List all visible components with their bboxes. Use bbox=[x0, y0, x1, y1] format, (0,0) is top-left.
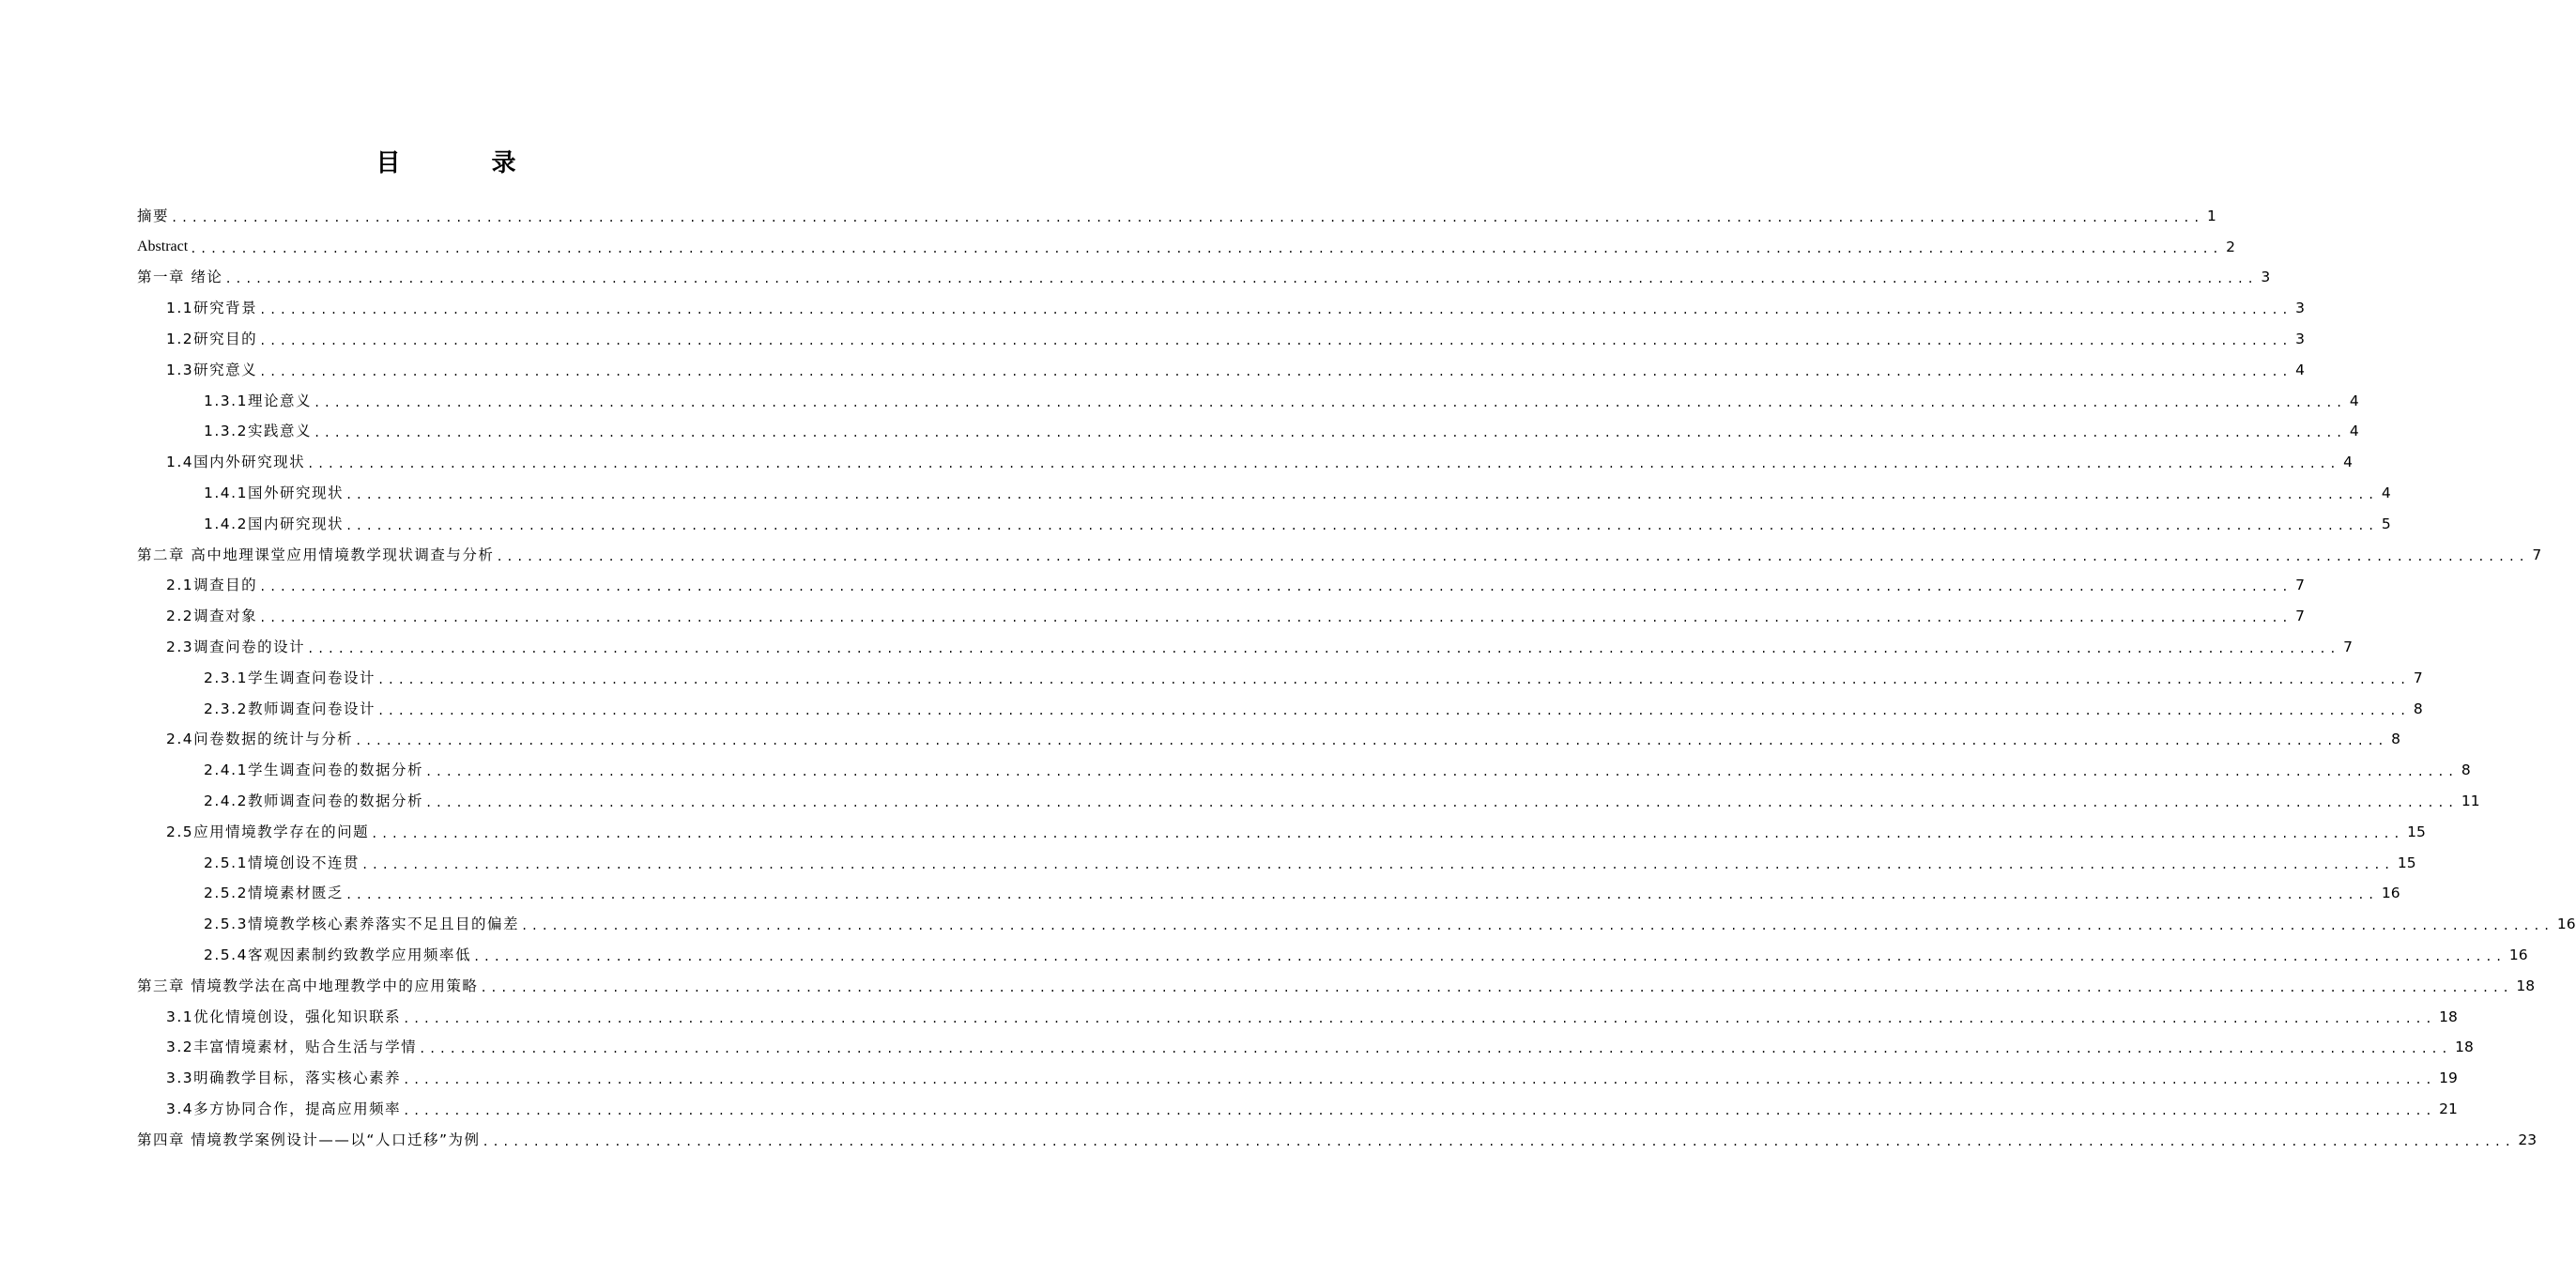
toc-dot-leader: ........................................................................................................................................................................................................ bbox=[360, 857, 2394, 871]
toc-dot-leader: ........................................................................................................................................................................................................ bbox=[403, 1011, 2436, 1025]
toc-dot-leader: ........................................................................................................................................................................................................ bbox=[307, 641, 2340, 655]
toc-dot-leader: ........................................................................................................................................................................................................ bbox=[190, 241, 2223, 255]
toc-entry-label: 1.3.2实践意义 bbox=[204, 423, 312, 440]
toc-entry[interactable] bbox=[137, 379, 2359, 410]
toc-entry-label: 3.4多方协同合作，提高应用频率 bbox=[166, 1100, 402, 1117]
toc-entry[interactable] bbox=[137, 317, 2305, 348]
toc-entry[interactable] bbox=[137, 594, 2305, 625]
toc-entry-label: 1.2研究目的 bbox=[166, 330, 258, 347]
toc-entry-page-number: 4 bbox=[2295, 361, 2305, 378]
toc-entry[interactable] bbox=[137, 348, 2305, 379]
toc-entry-label: 2.3调查问卷的设计 bbox=[166, 638, 306, 655]
toc-entry-label: 2.5.2情境素材匮乏 bbox=[204, 885, 344, 902]
toc-entry[interactable] bbox=[137, 1087, 2458, 1118]
toc-entry[interactable] bbox=[137, 286, 2305, 317]
toc-entry-label: 2.3.2教师调查问卷设计 bbox=[204, 700, 376, 717]
toc-entry-page-number: 5 bbox=[2381, 515, 2391, 532]
toc-entry-page-number: 21 bbox=[2439, 1100, 2458, 1117]
toc-entry-page-number: 7 bbox=[2413, 669, 2423, 686]
toc-entry-page-number: 16 bbox=[2508, 946, 2528, 963]
toc-dot-leader: ........................................................................................................................................................................................................ bbox=[424, 795, 2458, 809]
toc-dot-leader: ........................................................................................................................................................................................................ bbox=[472, 949, 2506, 963]
toc-entry-page-number: 4 bbox=[2349, 392, 2359, 409]
toc-entry[interactable] bbox=[137, 748, 2471, 779]
toc-entry-label: 第一章 绪论 bbox=[137, 269, 223, 286]
toc-entry[interactable] bbox=[137, 256, 2271, 287]
toc-entry-page-number: 8 bbox=[2413, 700, 2423, 717]
toc-dot-leader: ........................................................................................................................................................................................................ bbox=[480, 980, 2513, 994]
toc-entry-label: 2.5.4客观因素制约致教学应用频率低 bbox=[204, 946, 471, 963]
toc-entry[interactable] bbox=[137, 194, 2216, 225]
toc-dot-leader: ........................................................................................................................................................................................................ bbox=[259, 303, 2292, 317]
toc-entry-label: 摘要 bbox=[137, 207, 170, 224]
toc-entry-label: 1.4.1国外研究现状 bbox=[204, 484, 344, 501]
toc-dot-leader: ........................................................................................................................................................................................................ bbox=[345, 487, 2378, 501]
toc-entry-label: 2.3.1学生调查问卷设计 bbox=[204, 669, 376, 686]
toc-entry-page-number: 18 bbox=[2439, 1008, 2458, 1025]
toc-entry-page-number: 23 bbox=[2518, 1131, 2538, 1148]
toc-dot-leader: ........................................................................................................................................................................................................ bbox=[259, 611, 2292, 625]
toc-entry[interactable] bbox=[137, 995, 2458, 1026]
toc-entry-label: 2.5.1情境创设不连贯 bbox=[204, 854, 360, 871]
toc-dot-leader: ........................................................................................................................................................................................................ bbox=[371, 826, 2404, 840]
toc-dot-leader: ........................................................................................................................................................................................................ bbox=[171, 210, 2203, 224]
toc-entry[interactable] bbox=[137, 1056, 2458, 1087]
toc-entry-page-number: 8 bbox=[2391, 731, 2400, 748]
toc-entry[interactable] bbox=[137, 902, 2576, 933]
toc-entry-page-number: 7 bbox=[2295, 608, 2305, 625]
toc-entry-page-number: 4 bbox=[2381, 484, 2391, 501]
toc-entry-label: 1.4.2国内研究现状 bbox=[204, 515, 344, 532]
toc-entry-page-number: 8 bbox=[2461, 762, 2471, 779]
toc-dot-leader: ........................................................................................................................................................................................................ bbox=[259, 580, 2292, 594]
toc-dot-leader: ........................................................................................................................................................................................................ bbox=[355, 734, 2388, 748]
toc-entry-label: 第二章 高中地理课堂应用情境教学现状调查与分析 bbox=[137, 546, 495, 563]
toc-dot-leader: ........................................................................................................................................................................................................ bbox=[403, 1073, 2436, 1087]
toc-dot-leader: ........................................................................................................................................................................................................ bbox=[313, 395, 2346, 409]
toc-entry-page-number: 7 bbox=[2295, 577, 2305, 594]
toc-entry[interactable] bbox=[137, 502, 2391, 533]
toc-entry-label: 1.4国内外研究现状 bbox=[166, 454, 306, 471]
toc-entry-label: 1.3研究意义 bbox=[166, 361, 258, 378]
toc-dot-leader: ........................................................................................................................................................................................................ bbox=[424, 765, 2458, 779]
toc-dot-leader: ........................................................................................................................................................................................................ bbox=[345, 518, 2378, 532]
toc-dot-leader: ........................................................................................................................................................................................................ bbox=[224, 272, 2258, 286]
toc-entry-label: 2.4.1学生调查问卷的数据分析 bbox=[204, 762, 423, 779]
toc-entry-label: 2.4问卷数据的统计与分析 bbox=[166, 731, 354, 748]
toc-entry-label: 3.1优化情境创设，强化知识联系 bbox=[166, 1008, 402, 1025]
toc-entry[interactable] bbox=[137, 964, 2536, 995]
toc-entry[interactable] bbox=[137, 625, 2353, 656]
toc-entry-page-number: 3 bbox=[2261, 269, 2271, 286]
toc-entry-label: 2.2调查对象 bbox=[166, 608, 258, 625]
toc-entry-page-number: 3 bbox=[2295, 300, 2305, 317]
toc-entry-page-number: 1 bbox=[2206, 207, 2216, 224]
toc-entry-label: 2.4.2教师调查问卷的数据分析 bbox=[204, 792, 423, 809]
toc-entry[interactable] bbox=[137, 779, 2480, 810]
toc-entry-page-number: 4 bbox=[2349, 423, 2359, 440]
toc-entry-label: Abstract bbox=[137, 238, 189, 254]
toc-entry-label: 3.3明确教学目标，落实核心素养 bbox=[166, 1070, 402, 1087]
toc-entry-label: 2.1调查目的 bbox=[166, 577, 258, 594]
toc-entry[interactable] bbox=[137, 1118, 2538, 1149]
toc-entry-page-number: 19 bbox=[2439, 1070, 2458, 1087]
toc-entry-page-number: 7 bbox=[2343, 638, 2353, 655]
toc-entry-label: 第四章 情境教学案例设计——以“人口迁移”为例 bbox=[137, 1131, 481, 1148]
toc-entry-page-number: 4 bbox=[2343, 454, 2353, 471]
toc-entry[interactable] bbox=[137, 872, 2400, 903]
table-of-contents bbox=[137, 194, 2576, 1149]
toc-dot-leader: ........................................................................................................................................................................................................ bbox=[259, 364, 2292, 378]
toc-dot-leader: ........................................................................................................................................................................................................ bbox=[376, 703, 2410, 717]
toc-entry[interactable] bbox=[137, 410, 2359, 441]
toc-dot-leader: ........................................................................................................................................................................................................ bbox=[345, 888, 2378, 902]
toc-entry[interactable] bbox=[137, 841, 2416, 872]
toc-entry-label: 2.5应用情境教学存在的问题 bbox=[166, 823, 370, 840]
toc-entry-page-number: 16 bbox=[2381, 885, 2400, 902]
toc-entry-page-number: 16 bbox=[2556, 916, 2576, 933]
toc-entry[interactable] bbox=[137, 687, 2423, 718]
toc-entry-page-number: 3 bbox=[2295, 330, 2305, 347]
toc-entry-page-number: 18 bbox=[2455, 1039, 2474, 1056]
toc-dot-leader: ........................................................................................................................................................................................................ bbox=[419, 1042, 2452, 1056]
toc-entry-page-number: 2 bbox=[2226, 238, 2235, 255]
toc-dot-leader: ........................................................................................................................................................................................................ bbox=[307, 457, 2340, 471]
toc-dot-leader: ........................................................................................................................................................................................................ bbox=[520, 919, 2553, 933]
toc-entry-page-number: 18 bbox=[2516, 977, 2536, 994]
toc-dot-leader: ........................................................................................................................................................................................................ bbox=[482, 1134, 2515, 1148]
toc-entry-page-number: 15 bbox=[2397, 854, 2416, 871]
toc-entry[interactable] bbox=[137, 933, 2528, 964]
toc-entry[interactable] bbox=[137, 533, 2542, 564]
toc-entry-label: 1.3.1理论意义 bbox=[204, 392, 312, 409]
toc-entry-page-number: 11 bbox=[2461, 792, 2480, 809]
toc-entry[interactable] bbox=[137, 225, 2235, 256]
toc-entry[interactable] bbox=[137, 471, 2391, 502]
toc-entry-label: 1.1研究背景 bbox=[166, 300, 258, 317]
toc-entry[interactable] bbox=[137, 1026, 2474, 1057]
toc-entry[interactable] bbox=[137, 810, 2426, 841]
toc-entry-page-number: 7 bbox=[2532, 546, 2542, 563]
toc-dot-leader: ........................................................................................................................................................................................................ bbox=[259, 333, 2292, 347]
toc-entry[interactable] bbox=[137, 656, 2423, 687]
toc-entry-label: 2.5.3情境教学核心素养落实不足且目的偏差 bbox=[204, 916, 519, 933]
toc-dot-leader: ........................................................................................................................................................................................................ bbox=[403, 1103, 2436, 1117]
toc-entry-label: 3.2丰富情境素材，贴合生活与学情 bbox=[166, 1039, 418, 1056]
toc-title: 目 录 bbox=[376, 149, 558, 177]
toc-entry-page-number: 15 bbox=[2407, 823, 2426, 840]
toc-entry[interactable] bbox=[137, 718, 2400, 749]
toc-entry-label: 第三章 情境教学法在高中地理教学中的应用策略 bbox=[137, 977, 479, 994]
toc-dot-leader: ........................................................................................................................................................................................................ bbox=[313, 426, 2346, 440]
toc-dot-leader: ........................................................................................................................................................................................................ bbox=[496, 549, 2529, 563]
toc-dot-leader: ........................................................................................................................................................................................................ bbox=[376, 672, 2410, 686]
toc-entry[interactable] bbox=[137, 440, 2353, 471]
toc-entry[interactable] bbox=[137, 564, 2305, 595]
